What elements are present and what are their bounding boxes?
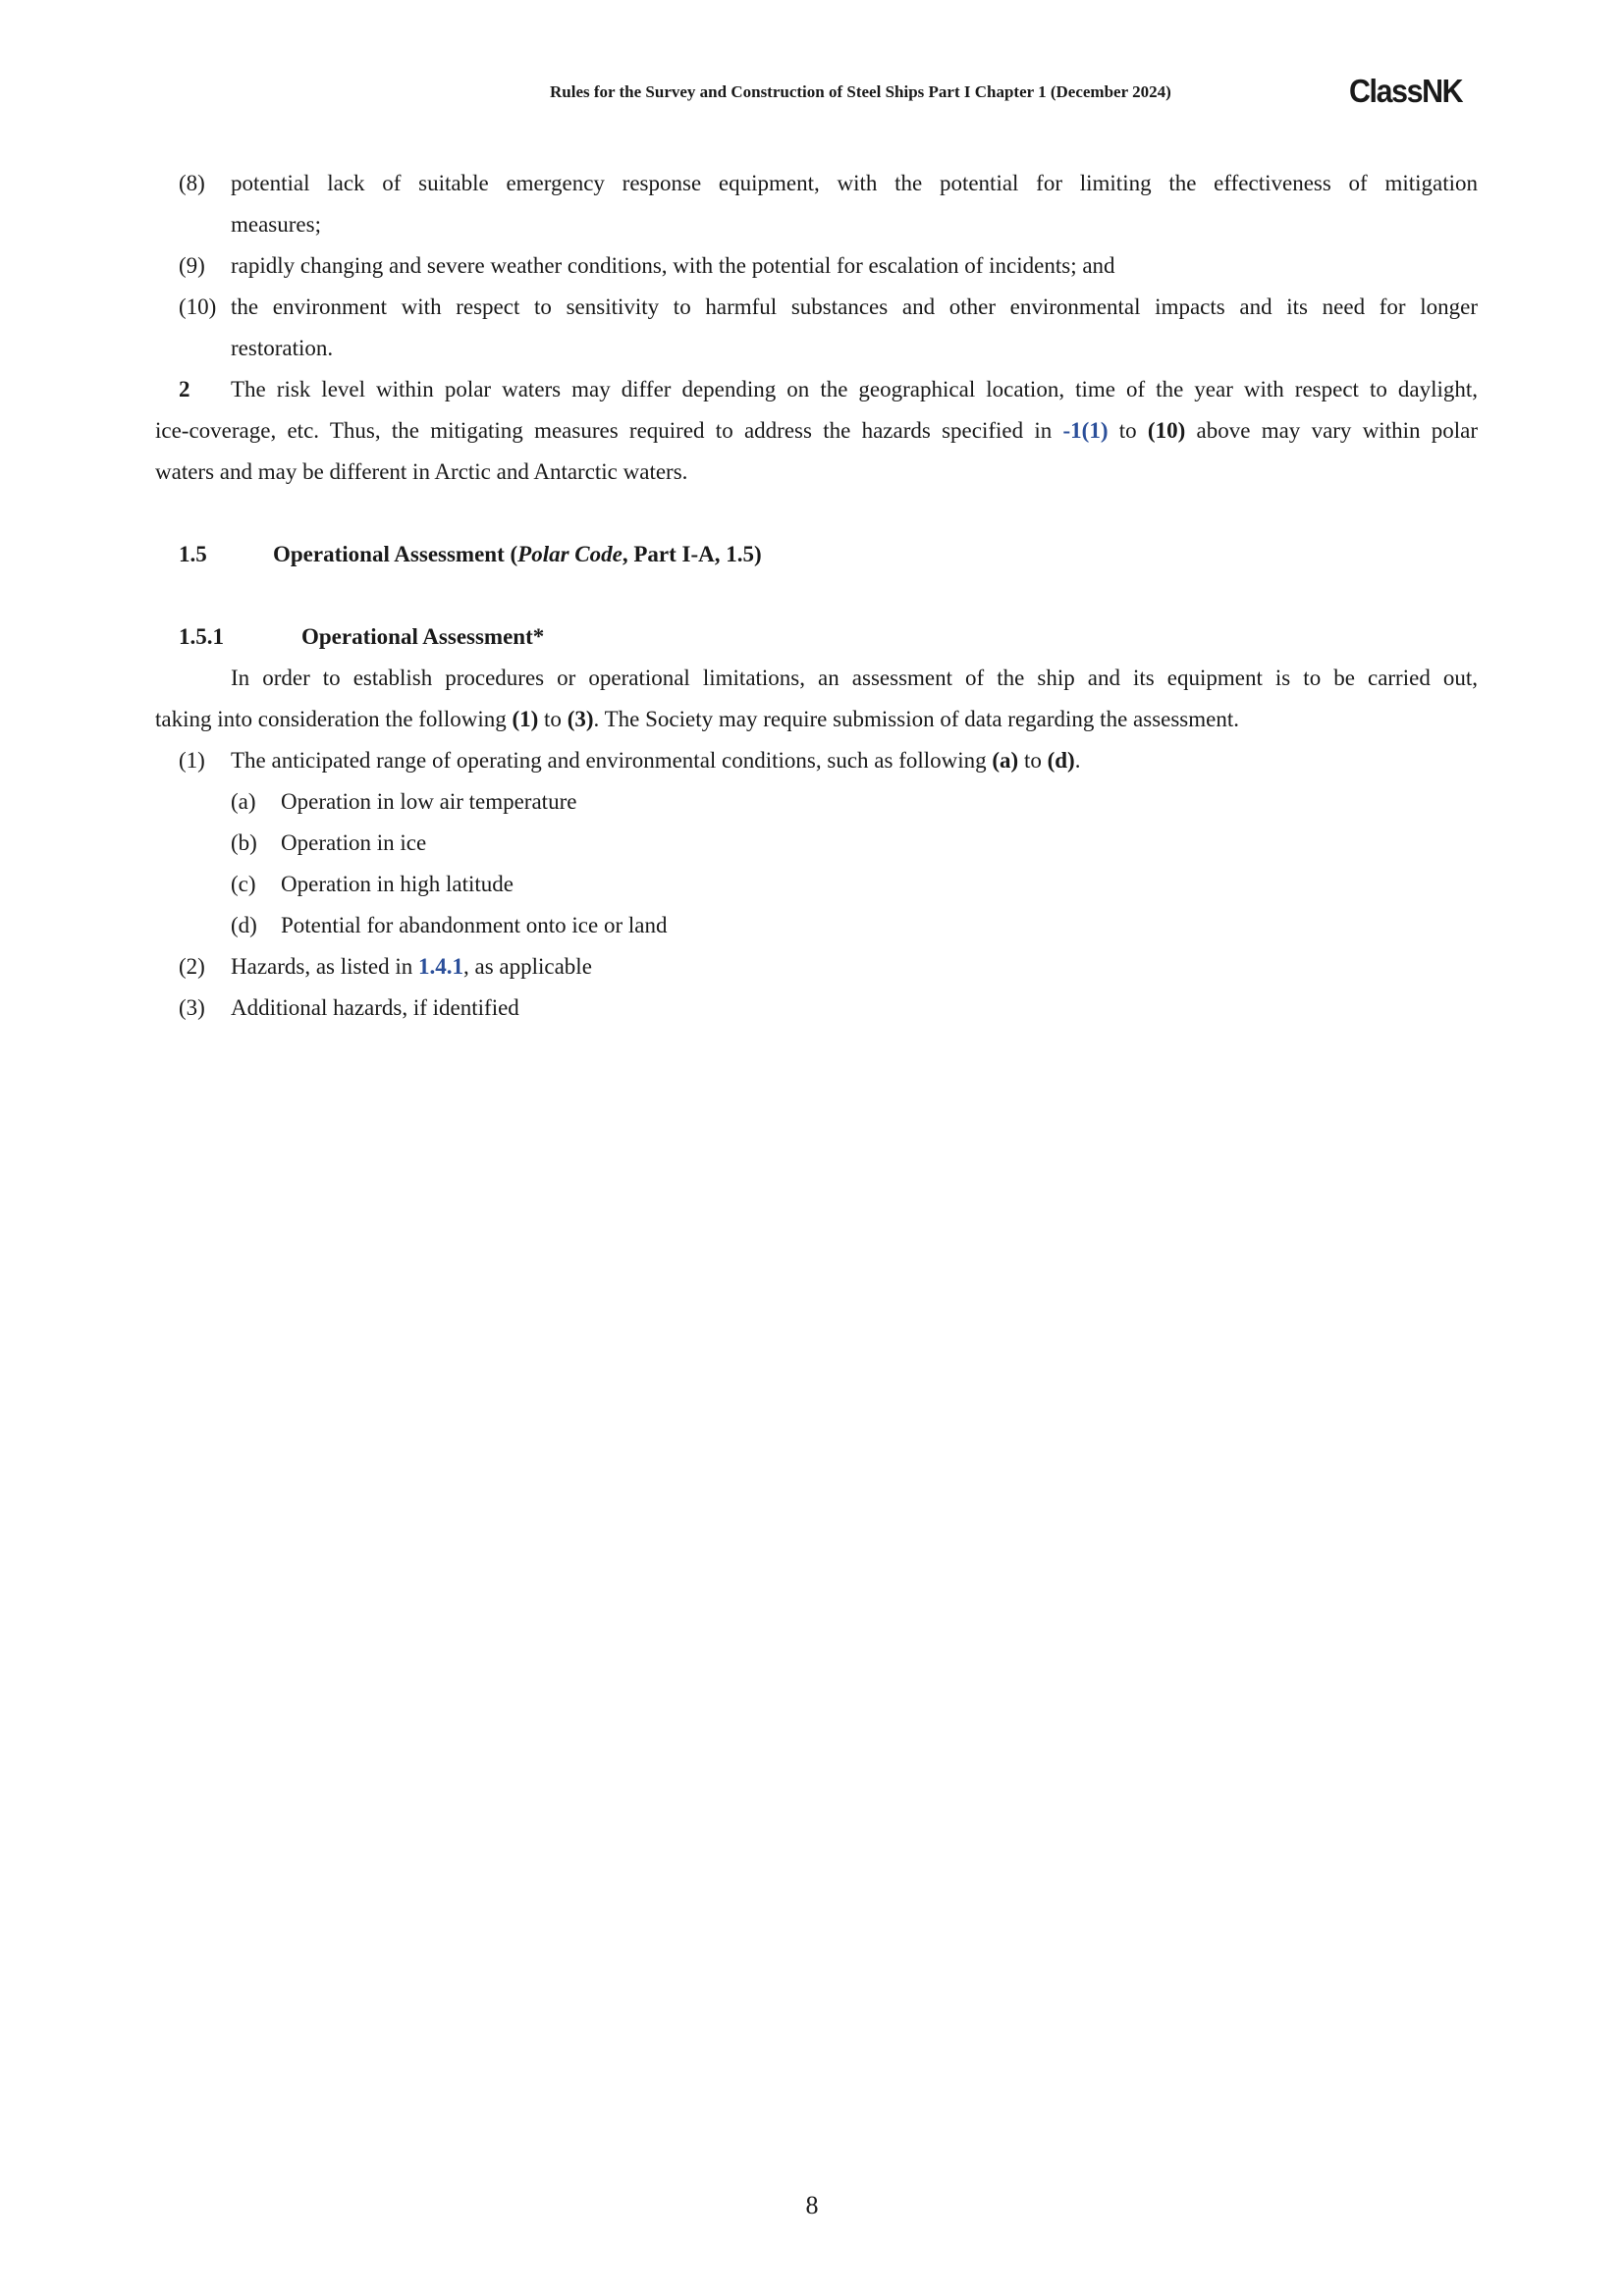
page-number: 8	[805, 2191, 819, 2219]
assessment-item-3: Additional hazards, if identified	[231, 995, 519, 1020]
sub-item-number: (c)	[231, 872, 256, 896]
item-10-text-line2: restoration.	[231, 336, 334, 360]
item-number: (8)	[179, 171, 205, 195]
cross-reference-link[interactable]: -1(1)	[1062, 418, 1109, 443]
section-number: 1.5	[179, 542, 207, 566]
item-9-text: rapidly changing and severe weather conditions, with the potential for escalation of incidents; and	[231, 253, 1115, 278]
item-number: (9)	[179, 253, 205, 278]
item-number: (1)	[179, 748, 205, 773]
classnk-logo: ClassNK	[1349, 73, 1463, 109]
subsection-number: 1.5.1	[179, 624, 224, 649]
sub-item-number: (a)	[231, 789, 256, 814]
paragraph-2-line2: ice-coverage, etc. Thus, the mitigating measures required to address the hazards specified in -1(1) to (10) above may vary within polar	[155, 418, 1478, 443]
sub-item-number: (d)	[231, 913, 257, 937]
item-number: (10)	[179, 294, 217, 319]
sub-item-number: (b)	[231, 830, 257, 855]
paragraph-2-line3: waters and may be different in Arctic and Antarctic waters.	[155, 459, 688, 484]
paragraph-2-line1: The risk level within polar waters may differ depending on the geographical location, time of the year with respect to daylight,	[231, 377, 1478, 401]
sub-item-text: Operation in low air temperature	[281, 789, 577, 814]
intro-line1: In order to establish procedures or operational limitations, an assessment of the ship and its equipment is to be carried out,	[231, 666, 1478, 690]
sub-item-text: Operation in high latitude	[281, 872, 514, 896]
intro-line2: taking into consideration the following (1) to (3). The Society may require submission of data regarding the assessment.	[155, 707, 1239, 731]
assessment-item-2: Hazards, as listed in 1.4.1, as applicable	[231, 954, 592, 979]
item-8-text-line1: potential lack of suitable emergency response equipment, with the potential for limiting the effectiveness of mitigation	[231, 171, 1478, 195]
paragraph-number: 2	[179, 377, 190, 401]
cross-reference-link[interactable]: 1.4.1	[417, 954, 463, 979]
section-title: Operational Assessment (Polar Code, Part I-A, 1.5)	[273, 542, 762, 566]
sub-item-text: Operation in ice	[281, 830, 427, 855]
item-8-text-line2: measures;	[231, 212, 321, 237]
item-number: (2)	[179, 954, 205, 979]
item-number: (3)	[179, 995, 205, 1020]
assessment-item-1: The anticipated range of operating and environmental conditions, such as following (a) to (d).	[231, 748, 1081, 773]
running-header: Rules for the Survey and Construction of Steel Ships Part I Chapter 1 (December 2024)	[550, 82, 1171, 101]
item-10-text-line1: the environment with respect to sensitivity to harmful substances and other environmental impacts and its need for longer	[231, 294, 1478, 319]
sub-item-text: Potential for abandonment onto ice or land	[281, 913, 668, 937]
subsection-title: Operational Assessment*	[301, 624, 545, 649]
